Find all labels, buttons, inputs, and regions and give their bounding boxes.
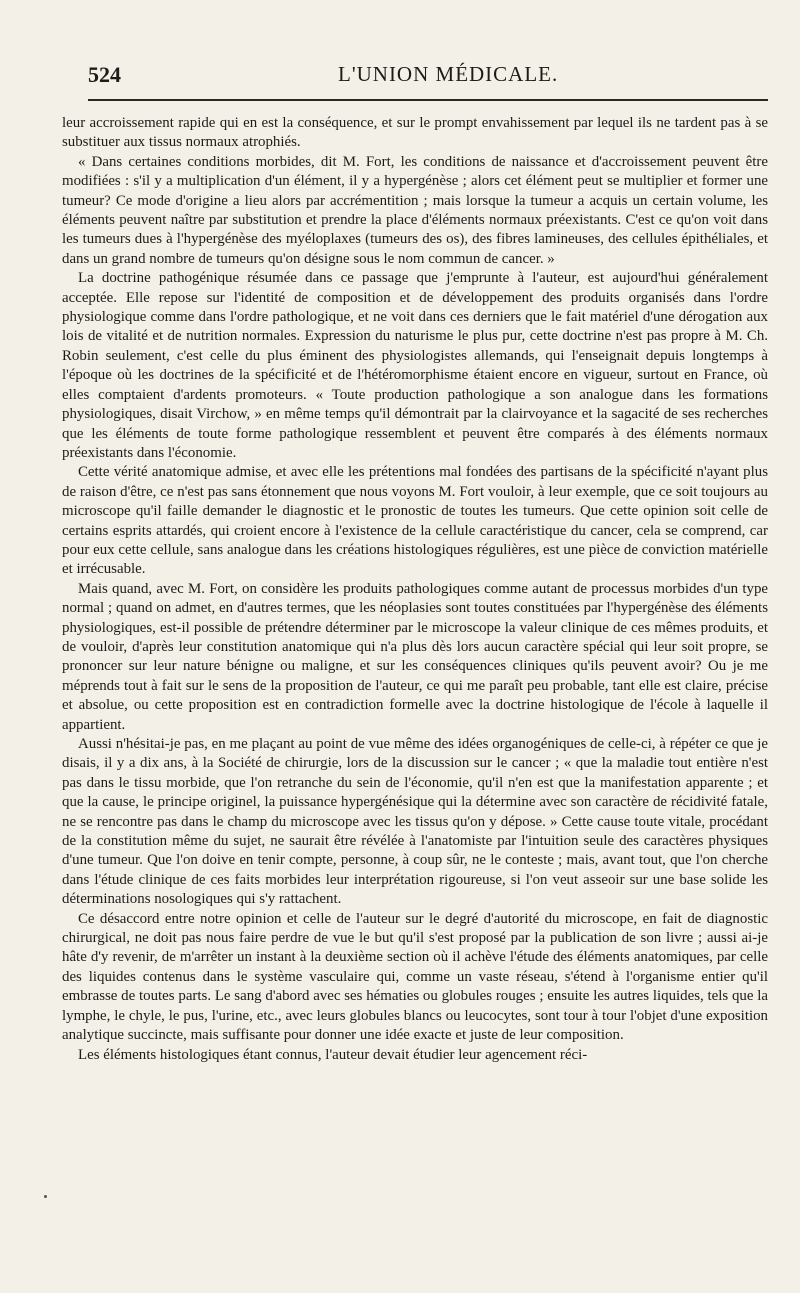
paragraph-8: Les éléments histologiques étant connus, l'auteur devait étudier leur agencement réci- [78,1046,588,1063]
paragraph-1: leur accroissement rapide qui en est la conséquence, et sur le prompt envahissement par lequel ils ne tardent pas à se substituer aux tissus normaux atrophiés. [62,115,768,151]
margin-speck [44,1195,47,1198]
page-number: 524 [88,62,121,87]
paragraph-5: Mais quand, avec M. Fort, on considère les produits pathologiques comme autant de processus morbides d'un type normal ; quand on admet, en d'autres termes, que les néoplasies sont toutes constituées par l'hypergénèse des éléments physiologiques, est-il possible de prétendre déterminer par le microscope la valeur clinique de ces mêmes produits, et de vouloir, d'après leur constitution anatomique qui n'a plus dès lors aucun caractère spécial qui leur soit propre, se prononcer sur leur nature bénigne ou maligne, et sur les conséquences cliniques qu'ils peuvent avoir? Ou je me méprends tout à fait sur le sens de la proposition de l'auteur, ce qui me paraît peu probable, tant elle est claire, précise et absolue, ou cette proposition est en contradiction formelle avec la doctrine histologique de l'école à laquelle il appartient. [62,580,768,733]
page-header [88,62,768,96]
paragraph-7: Ce désaccord entre notre opinion et celle de l'auteur sur le degré d'autorité du microscope, en fait de diagnostic chirurgical, ne doit pas nous faire perdre de vue le but qu'il s'est proposé par la publication de son livre ; aussi ai-je hâte d'y revenir, de m'arrêter un instant à la deuxième section où il achève l'étude des éléments anatomiques, par celle des liquides contenus dans le système vasculaire qui, comme un vaste réseau, s'étend à l'organisme entier qu'il embrasse de toutes parts. Le sang d'abord avec ses hématies ou globules rouges ; ensuite les autres liquides, tels que la lymphe, le chyle, le pus, l'urine, etc., avec leurs globules blancs ou leucocytes, sont tour à tour l'objet d'une exposition analytique succincte, mais suffisante pour donner une idée exacte et juste de leur composition. [62,910,768,1044]
header-rule [88,99,768,101]
running-title: L'UNION MÉDICALE. [338,62,559,86]
paragraph-6: Aussi n'hésitai-je pas, en me plaçant au point de vue même des idées organogéniques de celle-ci, à répéter ce que je disais, il y a dix ans, à la Société de chirurgie, lors de la discussion sur le cancer ; « que la maladie tout entière n'est pas dans le tissu morbide, que l'on retranche du sein de l'économie, qu'il n'en est que la manifestation apparente ; et que la cause, le principe originel, la puissance hypergénésique qui la détermine avec son caractère de récidivité fatale, ne se rencontre pas dans le champ du microscope avec les tissus qu'on y dépose. » Cette cause toute vitale, procédant de la constitution même du sujet, ne saurait être révélée à l'anatomiste par l'intuition seule des caractères physiques d'une tumeur. Que l'on doive en tenir compte, personne, à coup sûr, ne le conteste ; mais, avant tout, que l'on cherche dans l'étude clinique de ces faits morbides leur interprétation rigoureuse, si l'on veut asseoir sur une base solide les déterminations nosologiques qui s'y rattachent. [62,736,768,908]
paragraph-3: La doctrine pathogénique résumée dans ce passage que j'emprunte à l'auteur, est aujourd'hui généralement acceptée. Elle repose sur l'identité de composition et de développement des produits organisés dans l'ordre physiologique comme dans l'ordre pathologique, et ne voit dans ces derniers que le fait matériel d'une dérogation aux lois de vitalité et de nutrition normales. Expression du naturisme le plus pur, cette doctrine n'est pas propre à M. Ch. Robin seulement, c'est celle du plus éminent des physiologistes allemands, qui l'enseignait depuis longtemps à l'époque où les doctrines de la spécificité et de l'hétéromorphisme étaient encore en vigueur, surtout en France, où elles comptaient d'ardents promoteurs. « Toute production pathologique a son analogue dans les formations physiologiques, disait Virchow, » en même temps qu'il démontrait par la clairvoyance et la sagacité de ses recherches que les éléments de toute forme pathologique ressemblent et peuvent être comparés à des éléments normaux préexistants dans l'économie. [62,270,768,461]
paragraph-4: Cette vérité anatomique admise, et avec elle les prétentions mal fondées des partisans de la spécificité n'ayant plus de raison d'être, ce n'est pas sans étonnement que nous voyons M. Fort vouloir, à leur exemple, que ce soit toujours au microscope qu'il faille demander le diagnostic et le pronostic de toutes les tumeurs. Que cette opinion soit celle de certains esprits attardés, qui croient encore à l'existence de la cellule caractéristique du cancer, cela se comprend, car pour eux cette cellule, sans analogue dans les créations histologiques régulières, est une pièce de conviction matérielle et irrécusable. [62,464,768,578]
article-body [62,114,768,1065]
paragraph-2: « Dans certaines conditions morbides, dit M. Fort, les conditions de naissance et d'accroissement peuvent être modifiées : s'il y a multiplication d'un élément, il y a hypergénèse ; alors cet élément peut se multiplier et former une tumeur? Ce mode d'origine a lieu alors par accrémentition ; mais lorsque la tumeur a acquis un certain volume, les éléments peuvent naître par substitution et prendre la place d'éléments normaux préexistants. C'est ce qu'on voit dans les tumeurs dues à l'hypergénèse des myéloplaxes (tumeurs des os), des fibres lamineuses, des cellules épithéliales, et dans un grand nombre de tumeurs qu'on désigne sous le nom commun de cancer. » [62,153,768,267]
